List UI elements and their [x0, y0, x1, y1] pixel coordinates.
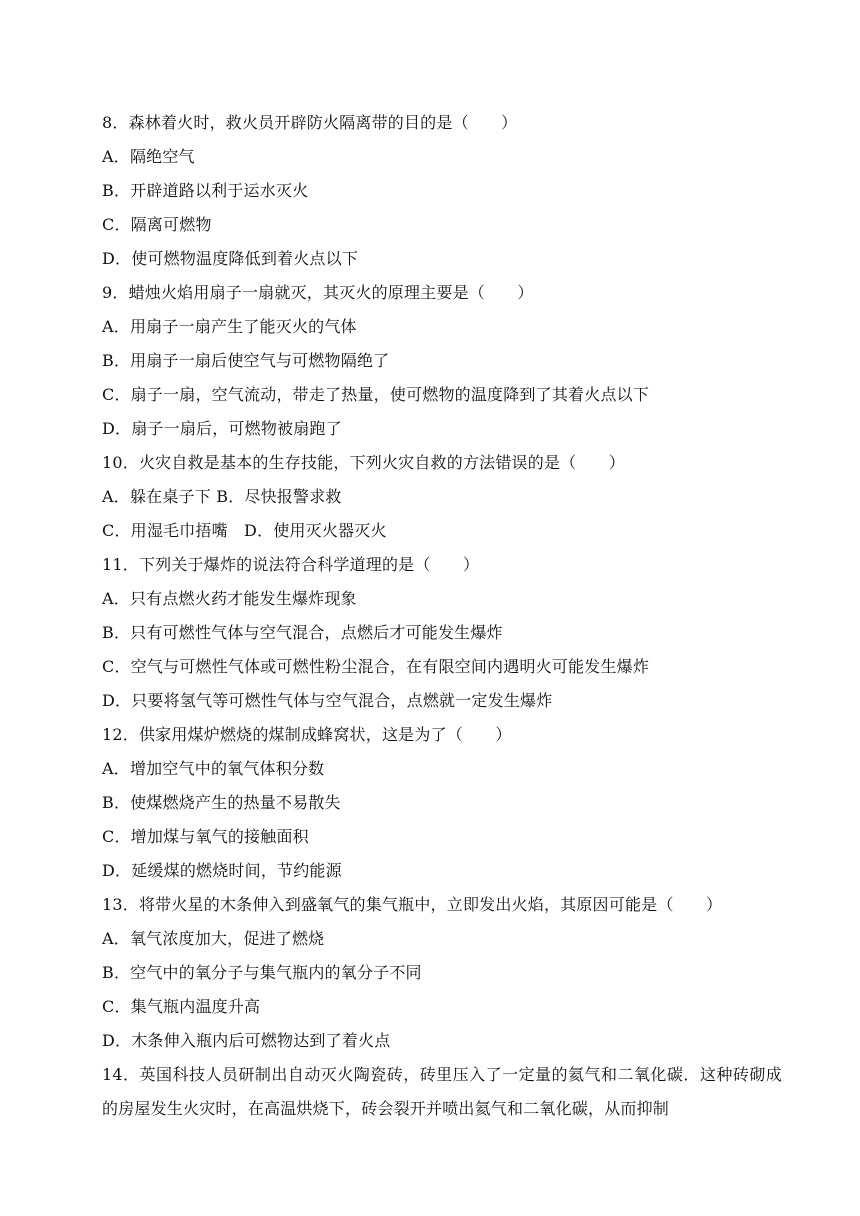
option: A．只有点燃火药才能发生爆炸现象: [102, 589, 357, 608]
option: C．隔离可燃物: [102, 215, 212, 234]
question-stem: 9．蜡烛火焰用扇子一扇就灭，其灭火的原理主要是（ ）: [102, 283, 534, 302]
option: B．用扇子一扇后使空气与可燃物隔绝了: [102, 351, 390, 370]
question-stem: 11．下列关于爆炸的说法符合科学道理的是（ ）: [102, 555, 480, 574]
option: B．使煤燃烧产生的热量不易散失: [102, 793, 341, 812]
option: D．使可燃物温度降低到着火点以下: [102, 249, 359, 268]
option: A．隔绝空气: [102, 147, 195, 166]
question-stem: 8．森林着火时，救火员开辟防火隔离带的目的是（ ）: [102, 113, 518, 132]
question-stem: 12．供家用煤炉燃烧的煤制成蜂窝状，这是为了（ ）: [102, 725, 512, 744]
option: A．躲在桌子下 B．尽快报警求救: [102, 487, 342, 506]
question-stem-q14: 14．英国科技人员研制出自动灭火陶瓷砖，砖里压入了一定量的氦气和二氧化碳．这种砖砌成的房屋发生火灾时，在高温烘烧下，砖会裂开并喷出氦气和二氧化碳，从而抑制: [102, 1065, 782, 1118]
option: B．空气中的氧分子与集气瓶内的氧分子不同: [102, 963, 422, 982]
option: C．空气与可燃性气体或可燃性粉尘混合，在有限空间内遇明火可能发生爆炸: [102, 657, 650, 676]
option: A．用扇子一扇产生了能灭火的气体: [102, 317, 357, 336]
option: C．增加煤与氧气的接触面积: [102, 827, 309, 846]
option: B．只有可燃性气体与空气混合，点燃后才可能发生爆炸: [102, 623, 503, 642]
option: C．用湿毛巾捂嘴 D．使用灭火器灭火: [102, 521, 387, 540]
option: D．延缓煤的燃烧时间，节约能源: [102, 861, 342, 880]
exam-page: [102, 106, 782, 1126]
question-stem: 10．火灾自救是基本的生存技能，下列火灾自救的方法错误的是（ ）: [102, 453, 625, 472]
option: A．氧气浓度加大，促进了燃烧: [102, 929, 325, 948]
option: A．增加空气中的氧气体积分数: [102, 759, 325, 778]
option: D．扇子一扇后，可燃物被扇跑了: [102, 419, 342, 438]
option: C．扇子一扇，空气流动，带走了热量，使可燃物的温度降到了其着火点以下: [102, 385, 650, 404]
option: B．开辟道路以利于运水灭火: [102, 181, 309, 200]
option: D．只要将氢气等可燃性气体与空气混合，点燃就一定发生爆炸: [102, 691, 553, 710]
question-stem: 13．将带火星的木条伸入到盛氧气的集气瓶中，立即发出火焰，其原因可能是（ ）: [102, 895, 723, 914]
option: C．集气瓶内温度升高: [102, 997, 261, 1016]
option: D．木条伸入瓶内后可燃物达到了着火点: [102, 1031, 391, 1050]
